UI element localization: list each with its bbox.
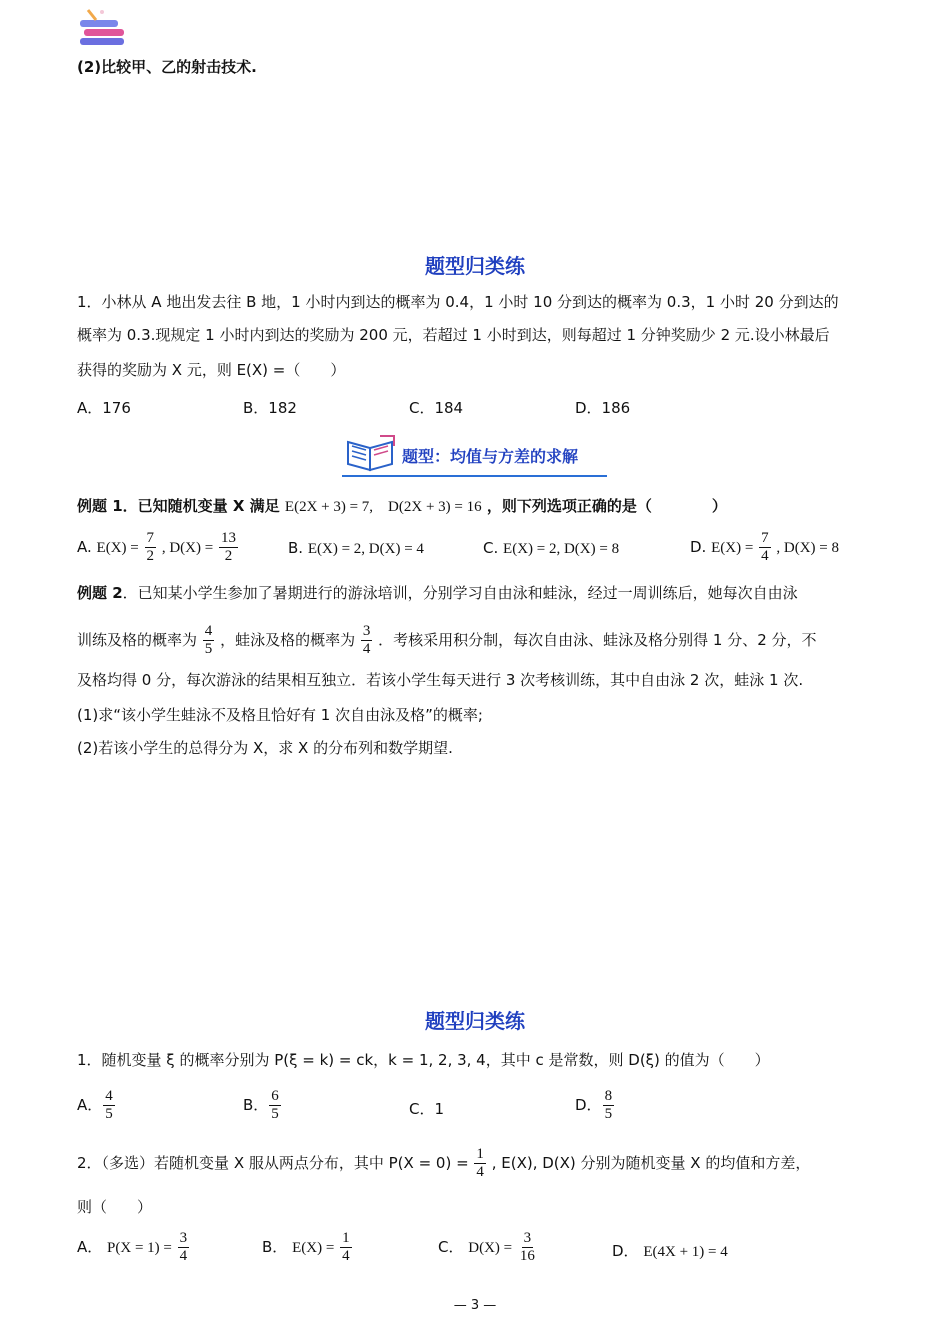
section-title-1: 题型归类练	[425, 254, 525, 278]
s2-q2-frac: $\frac{1}{4}$	[476, 1146, 484, 1180]
example2-frac-freestyle: $\frac{4}{5}$	[204, 623, 213, 657]
s2-q1-option-b: B． $\frac{6}{5}$	[243, 1088, 279, 1122]
s2-q2-stem: 2．（多选）若随机变量 X 服从两点分布，其中 P(X = 0) = $\frac{1}{4}$ , E(X), D(X) 分别为随机变量 X 的均值和方差，	[77, 1146, 811, 1180]
s2-q1-option-d: D． $\frac{8}{5}$	[575, 1088, 613, 1122]
open-book-icon	[344, 432, 400, 474]
example1-option-a-frac2: $\frac{13}{2}$	[220, 530, 236, 564]
s1-q1-option-a: A．176	[77, 399, 131, 417]
books-stack-icon	[78, 8, 130, 50]
example1-stem	[77, 495, 727, 518]
s1-q1-option-c: C．184	[409, 399, 464, 417]
example1-option-b: B. E(X) = 2, D(X) = 4	[288, 539, 424, 557]
s2-q2-option-c: C． D(X) = $\frac{3}{16}$	[438, 1230, 535, 1264]
example2-item2: (2)若该小学生的总得分为 X，求 X 的分布列和数学期望.	[77, 739, 453, 757]
example1-condition: E(2X + 3) = 7, D(2X + 3) = 16	[284, 499, 482, 515]
banner-underline	[342, 475, 607, 477]
example1-option-a	[77, 530, 239, 565]
example1-option-a-mid: , D(X) =	[161, 540, 214, 556]
s2-q2-line2: 则（ ）	[77, 1198, 153, 1216]
example1-option-a-frac1: $\frac{7}{2}$	[146, 530, 155, 564]
s1-q1-line2: 概率为 0.3.现规定 1 小时内到达的奖励为 200 元，若超过 1 小时到达，则每超过 1 分钟奖励少 2 元.设小林最后	[77, 326, 830, 344]
example2-frac-breaststroke: $\frac{3}{4}$	[362, 623, 371, 657]
banner-title: 题型：均值与方差的求解	[402, 447, 579, 466]
example2-item1: (1)求“该小学生蛙泳不及格且恰好有 1 次自由泳及格”的概率;	[77, 706, 483, 724]
s2-q1-option-c: C．1	[409, 1100, 445, 1118]
example2-line2: 训练及格的概率为 $\frac{4}{5}$ ，蛙泳及格的概率为 $\frac{3}{4}$ ．考核采用积分制，每次自由泳、蛙泳及格分别得 1 分、2 分，不	[77, 623, 817, 657]
s1-q1-option-d: D．186	[575, 399, 631, 417]
example1-suffix: ，则下列选项正确的是（ ）	[486, 497, 727, 515]
top-item: (2)比较甲、乙的射击技术.	[77, 58, 257, 76]
s2-q2-option-a: A． P(X = 1) = $\frac{3}{4}$	[77, 1230, 188, 1264]
s2-q1-stem: 1．随机变量 ξ 的概率分别为 P(ξ = k) = ck，k = 1, 2, 3, 4，其中 c 是常数，则 D(ξ) 的值为（ ）	[77, 1051, 770, 1069]
example1-option-a-pre: E(X) =	[96, 540, 139, 556]
example1-option-a-label: A.	[77, 538, 92, 556]
s1-q1-option-b: B．182	[243, 399, 297, 417]
example2-line3: 及格均得 0 分，每次游泳的结果相互独立．若该小学生每天进行 3 次考核训练，其中自由泳 2 次，蛙泳 1 次.	[77, 671, 804, 689]
example1-prefix: 例题 1．已知随机变量 X 满足	[77, 497, 280, 515]
section-title-2: 题型归类练	[425, 1009, 525, 1033]
example1-option-c: C. E(X) = 2, D(X) = 8	[483, 539, 620, 557]
s2-q2-option-d: D． E(4X + 1) = 4	[612, 1242, 728, 1260]
page-number: — 3 —	[453, 1298, 497, 1313]
example1-option-d: D. E(X) = $\frac{7}{4}$ , D(X) = 8	[690, 530, 839, 564]
s2-q1-option-a: A． $\frac{4}{5}$	[77, 1088, 113, 1122]
s2-q2-option-b: B． E(X) = $\frac{1}{4}$	[262, 1230, 350, 1264]
s1-q1-line3: 获得的奖励为 X 元，则 E(X) =（ ）	[77, 361, 346, 379]
example2-line1: 例题 2．已知某小学生参加了暑期进行的游泳培训，分别学习自由泳和蛙泳，经过一周训练后，她每次自由泳	[77, 584, 798, 602]
example1-option-d-frac: $\frac{7}{4}$	[761, 530, 769, 564]
s1-q1-line1: 1．小林从 A 地出发去往 B 地，1 小时内到达的概率为 0.4，1 小时 10 分到达的概率为 0.3，1 小时 20 分到达的	[77, 293, 839, 311]
